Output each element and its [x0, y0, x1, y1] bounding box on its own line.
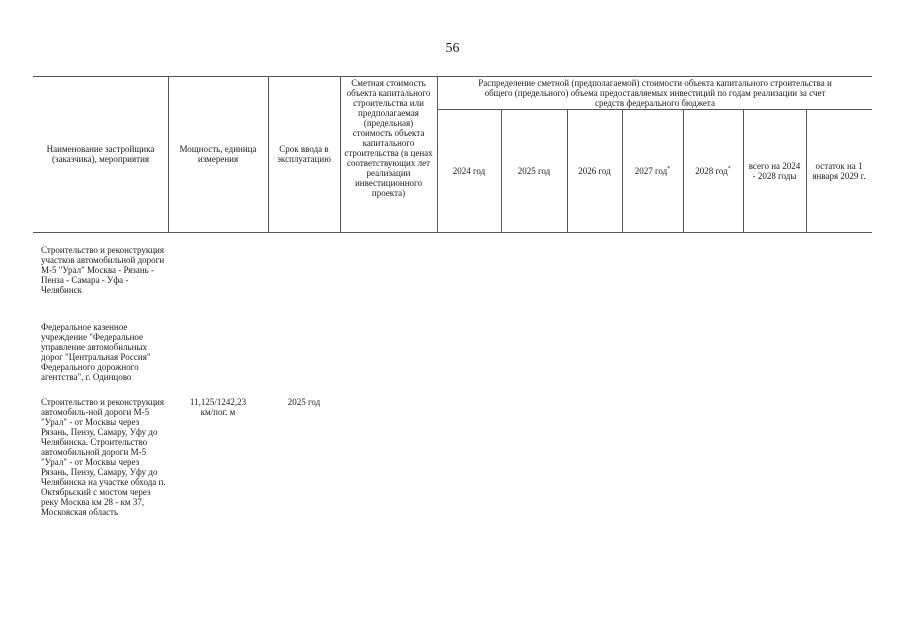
- row-name: Федеральное казенное учреждение "Федеральное управление автомобильных дорог "Центральная Россия" Федерального дорожного агентства", г. Одинцово: [41, 322, 151, 382]
- row-deadline: 2025 год: [287, 397, 321, 407]
- column-divider: [268, 76, 269, 232]
- header-capacity: Мощность, единица измерения: [179, 144, 257, 164]
- row-name: Строительство и реконструкция автомобиль-ной дороги М-5 "Урал" - от Москвы через Рязань, Пензу, Самару, Уфу до Челябинска. Строительство автомобильной дороги М-5 "Урал" - от Москвы через Рязань, Пензу, Самару, Уфу до Челябинска на участке обхода п. Октябрьский с мостом через реку Москва км 28 - км 37, Московская область: [41, 397, 166, 517]
- header-year: 2025 год: [517, 165, 551, 176]
- column-divider: [743, 109, 744, 232]
- header-total: всего на 2024 - 2028 годы: [748, 160, 801, 181]
- column-divider: [168, 76, 169, 232]
- page-number: 56: [445, 41, 460, 56]
- header-year: 2024 год: [452, 165, 486, 176]
- header-name: Наименование застройщика (заказчика), мероприятия: [46, 144, 155, 164]
- column-divider: [340, 76, 341, 232]
- header-deadline: Срок ввода в эксплуатацию: [277, 144, 331, 164]
- row-name: Строительство и реконструкция участков автомобильной дороги М-5 "Урал" Москва - Рязань - Пенза - Самара - Уфа - Челябинск: [41, 245, 165, 295]
- header-bottom-border: [33, 232, 872, 233]
- header-remainder: остаток на 1 января 2029 г.: [812, 160, 866, 181]
- header-year: 2028 год*: [695, 165, 731, 176]
- header-year: 2027 год*: [634, 165, 671, 176]
- header-distribution: Распределение сметной (предполагаемой) стоимости объекта капитального строительства и общего (предельного) объема предоставляемых инвестиций по годам реализации за счет средств федерального бюджета: [478, 78, 832, 108]
- row-capacity: 11,125/1242,23 км/пог. м: [189, 397, 247, 417]
- header-year: 2026 год: [578, 165, 611, 176]
- column-divider: [806, 109, 807, 232]
- header-cost: Сметная стоимость объекта капитального строительства или предполагаемая (предельная) стоимость объекта капитального строительства (в ценах соответствующих лет реализации инвестиционного проекта): [344, 78, 433, 198]
